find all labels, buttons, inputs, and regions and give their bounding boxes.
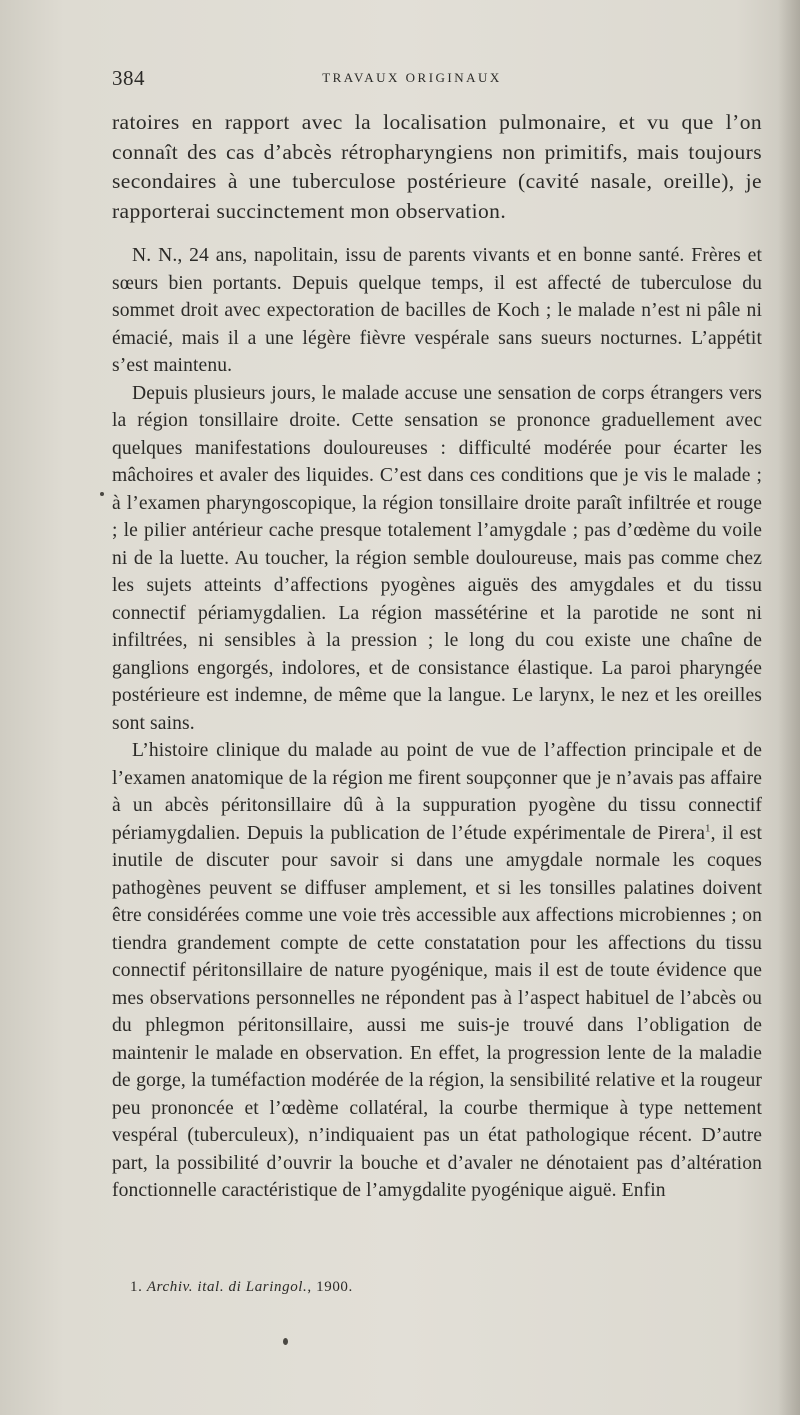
page-edge-shadow: [778, 0, 800, 1415]
paragraph-4-text-b: , il est inutile de discuter pour savoir si dans une amygdale normale les coques pathogènes peuvent se diffuser amplement, et si les tonsilles palatines doivent être considérées comme une voie très accessible aux affections microbiennes ; on tiendra grandement compte de cette constatation pour les affections du tissu connectif péritonsillaire de nature pyogénique, mais il est de toute évidence que mes observations personnelles ne répondent pas à l’aspect habituel de l’abcès ou du phlegmon péritonsillaire, aussi me suis-je trouvé dans l’obligation de maintenir le malade en observation. En effet, la progression lente de la maladie de gorge, la tuméfaction modérée de la région, la sensibilité relative et la rougeur peu prononcée et l’œdème collatéral, la courbe thermique à type nettement vespéral (tuberculeux), n’indiquaient pas un état pathologique récent. D’autre part, la possibilité d’ouvrir la bouche et d’avaler ne dénotaient pas d’altération fonctionnelle caractéristique de l’amygdalite pyogénique aiguë. Enfin: [112, 822, 762, 1201]
article-body: [112, 108, 762, 1205]
page-number: 384: [112, 66, 145, 90]
footnote-year: , 1900.: [307, 1279, 353, 1295]
paragraph-4: [112, 737, 762, 1205]
paragraph-4-text-a: L’histoire clinique du malade au point de vue de l’affection principale et de l’examen anatomique de la région me firent soupçonner que je n’avais pas affaire à un abcès péritonsillaire dû à la suppuration pyogène du tissu connectif périamygdalien. Depuis la publication de l’étude expérimentale de Pirera: [112, 740, 762, 844]
footnote-number: 1.: [130, 1279, 143, 1295]
page-header: [112, 62, 752, 92]
paragraph-1: ratoires en rapport avec la localisation pulmonaire, et vu que l’on connaît des cas d’abcès rétropharyngiens non primitifs, mais toujours secondaires à une tuberculose postérieure (cavité nasale, oreille), je rapporterai succinctement mon observation.: [112, 110, 762, 223]
paragraph-2: N. N., 24 ans, napolitain, issu de parents vivants et en bonne santé. Frères et sœurs bien portants. Depuis quelque temps, il est affecté de tuberculose du sommet droit avec expectoration de bacilles de Koch ; le malade n’est ni pâle ni émacié, mais il a une légère fièvre vespérale sans sueurs nocturnes. L’appétit s’est maintenu.: [112, 245, 762, 376]
footnote-source: Archiv. ital. di Laringol.: [146, 1279, 308, 1295]
print-speck: [283, 1338, 288, 1345]
footnote: [130, 1279, 353, 1296]
footnote-reference: 1: [705, 821, 711, 834]
paragraph-3: Depuis plusieurs jours, le malade accuse une sensation de corps étrangers vers la région tonsillaire droite. Cette sensation se prononce graduellement avec quelques manifestations douloureuses : difficulté modérée pour écarter les mâchoires et avaler des liquides. C’est dans ces conditions que je vis le malade ; à l’examen pharyngoscopique, la région tonsillaire droite paraît infiltrée et rouge ; le pilier antérieur cache presque totalement l’amygdale ; pas d’œdème du voile ni de la luette. Au toucher, la région semble douloureuse, mais pas comme chez les sujets atteints d’affections pyogènes aiguës des amygdales et du tissu connectif périamygdalien. La région massétérine et la parotide ne sont ni infiltrées, ni sensibles à la pression ; le long du cou existe une chaîne de ganglions engorgés, indolores, et de consistance élastique. La paroi pharyngée postérieure est indemne, de même que la langue. Le larynx, le nez et les oreilles sont sains.: [112, 382, 762, 734]
print-speck: [100, 492, 104, 496]
running-title: TRAVAUX ORIGINAUX: [322, 70, 502, 85]
